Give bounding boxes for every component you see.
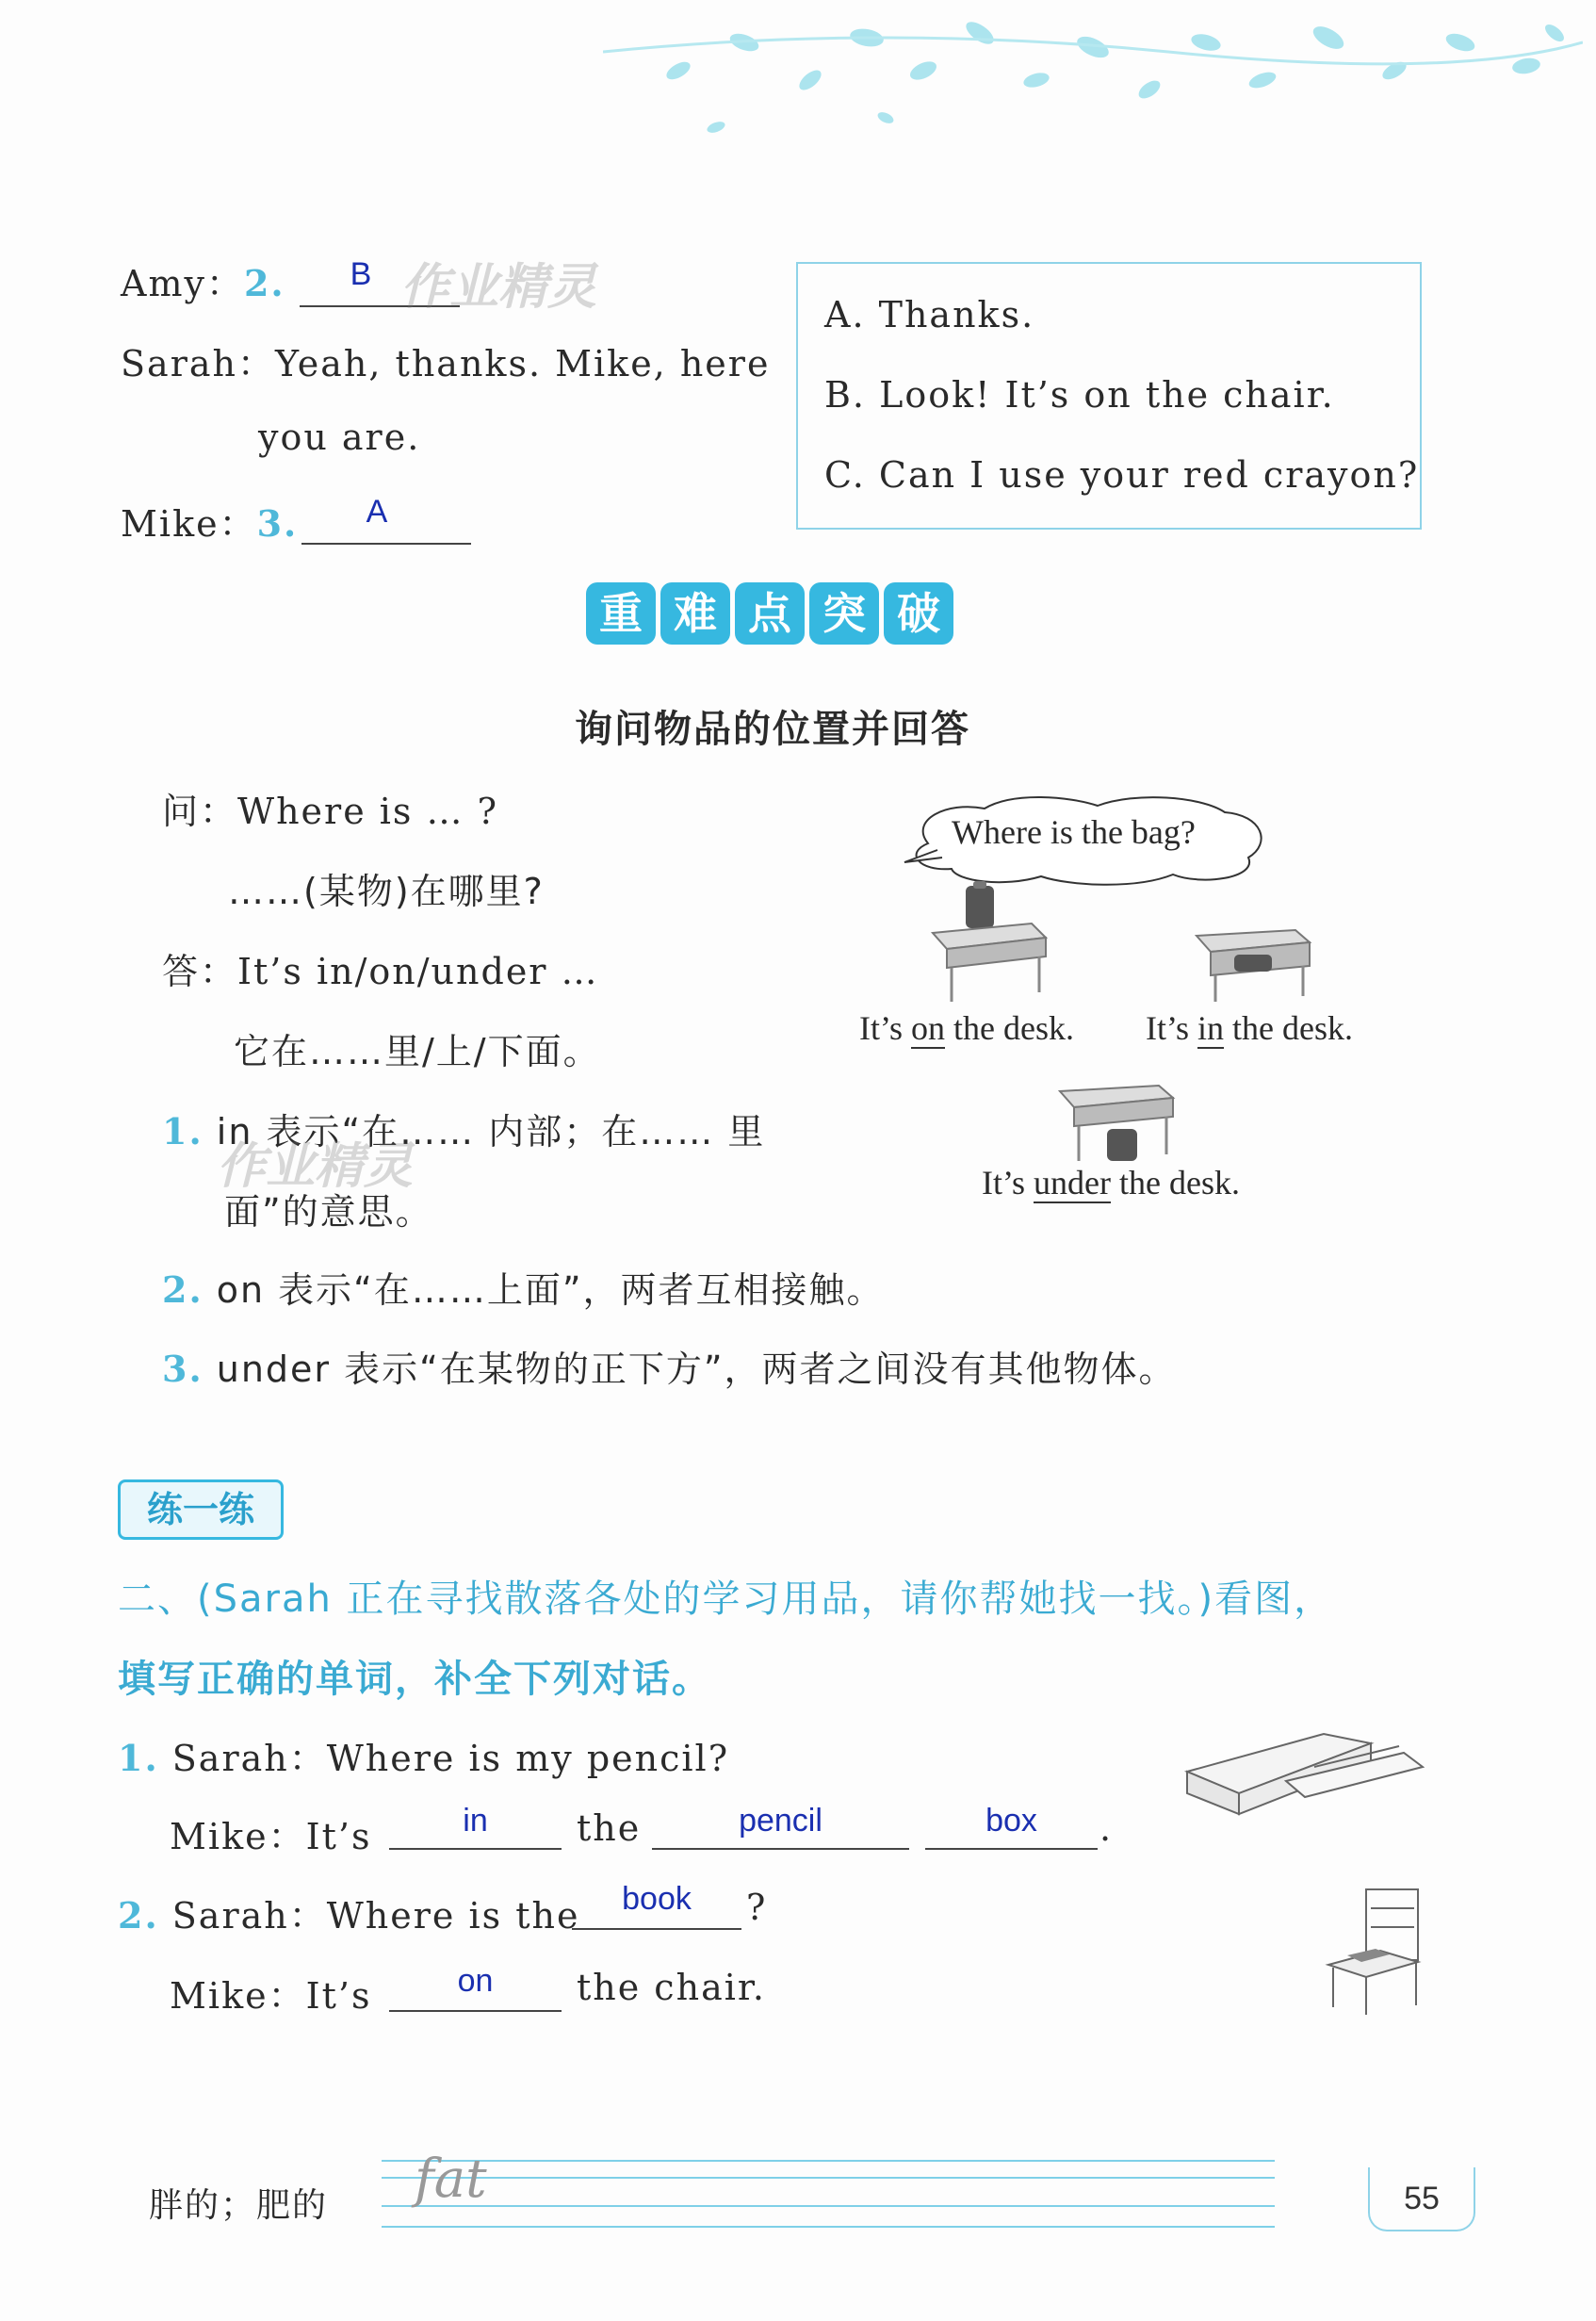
instruction-line-1: 二、(Sarah 正在寻找散落各处的学习用品，请你帮她找一找。)看图， — [118, 1577, 1334, 1621]
answer-book: book — [622, 1881, 692, 1917]
reply-prefix: Mike：It’s — [170, 1975, 372, 2017]
page-number: 55 — [1368, 2167, 1475, 2231]
note-2 — [162, 1261, 885, 1313]
grammar-question — [162, 782, 498, 834]
bubble-text: Where is the bag? — [952, 813, 1196, 851]
vocab-word: fat — [415, 2149, 487, 2210]
option-b: B. Look! It’s on the chair. — [824, 374, 1335, 416]
reply-prefix: Mike：It’s — [170, 1816, 372, 1857]
answer-meaning: 它在……里/上/下面。 — [234, 1031, 601, 1072]
caption-text: the desk. — [1224, 1009, 1353, 1047]
grammar-answer — [162, 942, 599, 994]
section-badge: 破 — [884, 582, 953, 645]
caption-under — [982, 1163, 1240, 1202]
question-mark: ? — [746, 1887, 768, 1928]
practice-tag: 练一练 — [118, 1479, 284, 1540]
chair-with-book-icon — [1324, 1885, 1427, 2017]
caption-text: the desk. — [1110, 1164, 1240, 1201]
section-badge: 点 — [735, 582, 805, 645]
question-text: Sarah：Where is the — [171, 1895, 580, 1937]
answer-in: in — [463, 1803, 488, 1839]
answer-blank[interactable] — [925, 1805, 1098, 1850]
note-text: under 表示“在某物的正下方”，两者之间没有其他物体。 — [216, 1348, 1177, 1390]
answer-blank[interactable] — [389, 1805, 562, 1850]
instruction-line-2: 填写正确的单词，补全下列对话。 — [118, 1658, 711, 1701]
guide-line — [382, 2205, 1275, 2207]
speaker-mike: Mike： — [121, 503, 257, 545]
speaker-amy: Amy： — [121, 263, 244, 304]
note-3 — [162, 1340, 1177, 1392]
note-number: 2. — [162, 1268, 204, 1311]
answer-pattern: It’s in/on/under … — [237, 951, 599, 992]
dialogue-line-sarah — [121, 335, 770, 386]
guide-line — [382, 2160, 1275, 2162]
dialogue-line-mike — [121, 495, 298, 547]
watermark: 作业精灵 — [217, 1138, 414, 1195]
note-number: 1. — [162, 1110, 204, 1152]
answer-2: B — [350, 256, 372, 292]
caption-preposition: under — [1034, 1164, 1111, 1201]
sarah-text-cont: you are. — [258, 417, 421, 458]
question-number: 2. — [118, 1894, 159, 1937]
practice-q1 — [118, 1729, 729, 1781]
guide-line — [382, 2177, 1275, 2179]
caption-text: It’s — [982, 1164, 1034, 1201]
question-number: 2. — [243, 262, 285, 304]
question-number: 1. — [118, 1737, 159, 1779]
answer-blank-3[interactable] — [301, 494, 471, 545]
watermark: 作业精灵 — [400, 259, 597, 316]
answer-box: box — [985, 1803, 1037, 1839]
answer-blank[interactable] — [652, 1805, 909, 1850]
caption-text: It’s — [859, 1009, 912, 1047]
section-badge: 突 — [809, 582, 879, 645]
caption-preposition: in — [1197, 1009, 1225, 1047]
note-number: 3. — [162, 1348, 204, 1390]
leaf-decoration — [603, 14, 1583, 165]
option-a: A. Thanks. — [824, 294, 1035, 335]
sarah-text: Yeah, thanks. Mike, here — [274, 343, 771, 384]
desk-with-bag-in-icon — [1192, 928, 1314, 1004]
section-badge: 难 — [660, 582, 730, 645]
answer-3: A — [366, 494, 388, 530]
note-text: in 表示“在…… 内部；在…… 里 — [216, 1111, 766, 1152]
answer-on: on — [457, 1963, 494, 1999]
question-label: 问： — [162, 791, 238, 832]
desk-with-bag-under-icon — [1055, 1084, 1178, 1164]
vocab-meaning: 胖的；肥的 — [149, 2186, 329, 2225]
practice-q2 — [118, 1887, 579, 1938]
reply-mid: the — [577, 1807, 642, 1849]
reply-end: the chair. — [577, 1967, 766, 2008]
desk-with-bag-on-icon — [928, 881, 1050, 1004]
question-text: Sarah：Where is my pencil? — [171, 1738, 730, 1779]
pencil-box-icon — [1182, 1729, 1427, 1819]
note-1-cont: 面”的意思。 — [224, 1191, 433, 1233]
dialogue-line-amy — [121, 254, 285, 306]
guide-line — [382, 2226, 1275, 2228]
speaker-sarah: Sarah： — [121, 343, 275, 384]
note-text: on 表示“在……上面”，两者互相接触。 — [216, 1269, 885, 1311]
caption-preposition: on — [911, 1009, 946, 1047]
caption-text: It’s — [1146, 1009, 1198, 1047]
question-meaning: ……(某物)在哪里? — [228, 871, 545, 912]
answer-blank[interactable] — [389, 1963, 562, 2012]
question-pattern: Where is … ? — [237, 791, 498, 832]
period: . — [1099, 1807, 1114, 1849]
options-box — [796, 262, 1422, 530]
caption-in — [1146, 1008, 1353, 1048]
answer-blank[interactable] — [572, 1881, 741, 1930]
section-badge: 重 — [586, 582, 656, 645]
caption-text: the desk. — [945, 1009, 1074, 1047]
topic-title: 询问物品的位置并回答 — [575, 708, 970, 751]
answer-label: 答： — [162, 951, 238, 992]
answer-pencil: pencil — [739, 1803, 822, 1839]
question-number: 3. — [256, 502, 299, 545]
caption-on — [859, 1008, 1074, 1048]
option-c: C. Can I use your red crayon? — [824, 454, 1420, 496]
